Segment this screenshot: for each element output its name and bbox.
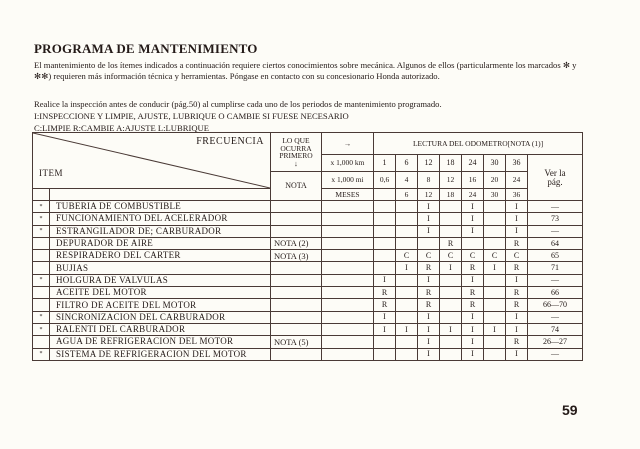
interval-action: I [440,262,462,274]
row-mark [33,287,50,299]
nota-header: NOTA [271,172,322,201]
maintenance-rows [33,201,583,361]
interval-action [484,287,506,299]
mi-value: 4 [396,172,418,189]
spacer-cell [322,262,374,274]
km-value: 12 [418,155,440,172]
interval-action [418,237,440,249]
item-name: FUNCIONAMIENTO DEL ACELERADOR [50,213,271,225]
row-mark: * [33,274,50,286]
interval-action: I [506,225,528,237]
first-occurrence-label: LO QUE OCURRA PRIMERO [279,136,313,160]
interval-action: I [506,201,528,213]
interval-action: R [462,299,484,311]
row-mark [33,250,50,262]
page-reference: 64 [528,237,583,249]
interval-action: I [418,274,440,286]
interval-action: I [418,225,440,237]
page-reference: 73 [528,213,583,225]
interval-action: I [396,262,418,274]
mi-value: 16 [462,172,484,189]
item-name: RESPIRADERO DEL CARTER [50,250,271,262]
interval-action: R [418,262,440,274]
km-value: 18 [440,155,462,172]
interval-action: I [418,323,440,335]
interval-action: I [506,213,528,225]
legend-inspect: I:INSPECCIONE Y LIMPIE, AJUSTE, LUBRIQUE O CAMBIE SI FUESE NECESARIO [34,111,349,121]
km-value: 1 [374,155,396,172]
spacer-cell [322,323,374,335]
interval-action [374,348,396,360]
km-value: 30 [484,155,506,172]
interval-action [440,299,462,311]
item-note: NOTA (3) [271,250,322,262]
interval-action [396,213,418,225]
interval-action [484,311,506,323]
interval-action: R [506,287,528,299]
row-mark: * [33,225,50,237]
table-row [33,201,583,213]
interval-action: I [462,336,484,348]
mi-value: 12 [440,172,462,189]
interval-action: I [484,323,506,335]
interval-action: R [506,336,528,348]
page-reference: — [528,311,583,323]
interval-action [374,237,396,249]
interval-action: I [374,274,396,286]
item-label: ITEM [39,168,63,178]
item-note [271,348,322,360]
spacer-cell [322,225,374,237]
interval-action [374,336,396,348]
interval-action: I [418,201,440,213]
spacer-cell [322,250,374,262]
table-row [33,287,583,299]
interval-action: R [506,299,528,311]
interval-action: R [462,262,484,274]
table-row [33,225,583,237]
table-row [33,336,583,348]
month-value: 18 [440,189,462,201]
item-name: TUBERIA DE COMBUSTIBLE [50,201,271,213]
arrow-right-icon: → [322,133,374,155]
km-value: 24 [462,155,484,172]
item-note: NOTA (5) [271,336,322,348]
km-value: 6 [396,155,418,172]
item-note [271,287,322,299]
table-row [33,274,583,286]
row-mark: * [33,213,50,225]
page-reference: 74 [528,323,583,335]
interval-action [396,201,418,213]
mi-value: 20 [484,172,506,189]
item-name: BUJIAS [50,262,271,274]
interval-action [440,225,462,237]
page-reference: — [528,348,583,360]
interval-action [484,274,506,286]
interval-action: I [374,311,396,323]
interval-action [396,274,418,286]
arrow-down-icon: ↓ [294,158,298,168]
interval-action [374,225,396,237]
interval-action: I [396,323,418,335]
row-mark [33,299,50,311]
item-note [271,225,322,237]
spacer-cell [322,287,374,299]
km-unit: x 1,000 km [322,155,374,172]
interval-action: I [418,336,440,348]
spacer-cell [322,348,374,360]
interval-action: I [462,311,484,323]
table-row [33,250,583,262]
interval-action [440,287,462,299]
intro-paragraph: El mantenimiento de los ítemes indicados a continuación requiere ciertos conocimientos sobre mecánica. Algunos de ellos (particularmente los marcados ✻ y ✻✻) requieren más información técnica y herramientas. Póngase en contacto con su concesionario Honda autorizado. [34,60,577,82]
interval-action [396,299,418,311]
spacer-cell [322,213,374,225]
interval-action [374,201,396,213]
interval-action: I [418,311,440,323]
interval-action: I [418,213,440,225]
frequency-item-header [33,133,271,189]
item-note [271,213,322,225]
interval-action: I [462,213,484,225]
item-note [271,201,322,213]
spacer-cell [322,237,374,249]
table-row [33,237,583,249]
interval-action: I [506,323,528,335]
interval-action [462,237,484,249]
table-row [33,262,583,274]
item-note: NOTA (2) [271,237,322,249]
interval-action [396,225,418,237]
item-name: ACEITE DEL MOTOR [50,287,271,299]
interval-action [374,262,396,274]
interval-action: C [506,250,528,262]
item-name: ESTRANGILADOR DE; CARBURADOR [50,225,271,237]
interval-action: C [484,250,506,262]
interval-action: C [462,250,484,262]
item-note [271,323,322,335]
interval-action: R [374,299,396,311]
page-reference: 26—27 [528,336,583,348]
interval-action: I [462,225,484,237]
page-reference: 71 [528,262,583,274]
table-row [33,323,583,335]
interval-action [484,225,506,237]
mi-unit: x 1,000 mi [322,172,374,189]
interval-action: I [462,274,484,286]
interval-action [440,274,462,286]
page-reference: 65 [528,250,583,262]
spacer-cell [322,274,374,286]
month-value: 30 [484,189,506,201]
item-note [271,299,322,311]
interval-action [396,348,418,360]
item-name: RALENTI DEL CARBURADOR [50,323,271,335]
table-row [33,213,583,225]
spacer-cell [322,311,374,323]
interval-action [440,201,462,213]
item-note [271,262,322,274]
row-mark: * [33,348,50,360]
interval-action: I [374,323,396,335]
month-value: 6 [396,189,418,201]
item-name: SINCRONIZACION DEL CARBURADOR [50,311,271,323]
mi-value: 24 [506,172,528,189]
page-ref-header: Ver la pág. [528,155,583,201]
interval-action [484,336,506,348]
interval-action [396,311,418,323]
row-mark [33,336,50,348]
table-row [33,311,583,323]
interval-action: R [506,262,528,274]
item-note [271,274,322,286]
interval-action: I [506,348,528,360]
months-unit: MESES [322,189,374,201]
interval-action: R [506,237,528,249]
interval-action: I [462,323,484,335]
frequency-label: FRECUENCIA [196,136,264,147]
interval-action [396,237,418,249]
item-note [271,311,322,323]
item-name: AGUA DE REFRIGERACION DEL MOTOR [50,336,271,348]
interval-action [484,237,506,249]
interval-action: I [506,274,528,286]
first-occurrence-header [271,133,322,172]
interval-action [484,348,506,360]
interval-action: R [440,237,462,249]
item-name: DEPURADOR DE AIRE [50,237,271,249]
item-name: SISTEMA DE REFRIGERACION DEL MOTOR [50,348,271,360]
interval-action [484,299,506,311]
interval-action [396,287,418,299]
interval-action: I [484,262,506,274]
interval-action: R [418,287,440,299]
interval-action [396,336,418,348]
table-row [33,299,583,311]
odometer-header: LECTURA DEL ODOMETRO[NOTA (1)] [374,133,583,155]
interval-action: R [418,299,440,311]
page-reference: — [528,201,583,213]
inspection-note: Realice la inspección antes de conducir (pág.50) al cumplirse cada uno de los periodos de mantenimiento programado. [34,99,442,109]
mi-value: 8 [418,172,440,189]
mi-value: 0,6 [374,172,396,189]
interval-action [374,213,396,225]
page-reference: — [528,225,583,237]
row-mark [33,237,50,249]
row-mark: * [33,311,50,323]
interval-action: C [418,250,440,262]
interval-action [374,250,396,262]
interval-action [484,213,506,225]
interval-action: C [396,250,418,262]
row-mark: * [33,201,50,213]
interval-action: I [462,201,484,213]
interval-action: I [440,323,462,335]
item-name: FILTRO DE ACEITE DEL MOTOR [50,299,271,311]
interval-action: I [418,348,440,360]
page-reference: 66 [528,287,583,299]
month-value: 12 [418,189,440,201]
interval-action: R [462,287,484,299]
interval-action [440,336,462,348]
row-mark [33,262,50,274]
month-value: 24 [462,189,484,201]
spacer-cell [322,201,374,213]
table-row [33,348,583,360]
spacer-cell [322,336,374,348]
interval-action [484,201,506,213]
page-title: PROGRAMA DE MANTENIMIENTO [34,41,258,56]
spacer-cell [322,299,374,311]
page-reference: — [528,274,583,286]
interval-action [440,311,462,323]
row-mark: * [33,323,50,335]
month-value: 36 [506,189,528,201]
page-number: 59 [562,402,578,418]
interval-action: R [374,287,396,299]
page-reference: 66—70 [528,299,583,311]
interval-action: I [506,311,528,323]
interval-action [440,213,462,225]
interval-action [440,348,462,360]
legend-codes: C:LIMPIE R:CAMBIE A:AJUSTE L:LUBRIQUE [34,123,209,133]
item-name: HOLGURA DE VALVULAS [50,274,271,286]
km-value: 36 [506,155,528,172]
interval-action: C [440,250,462,262]
maintenance-table [32,132,583,361]
interval-action: I [462,348,484,360]
